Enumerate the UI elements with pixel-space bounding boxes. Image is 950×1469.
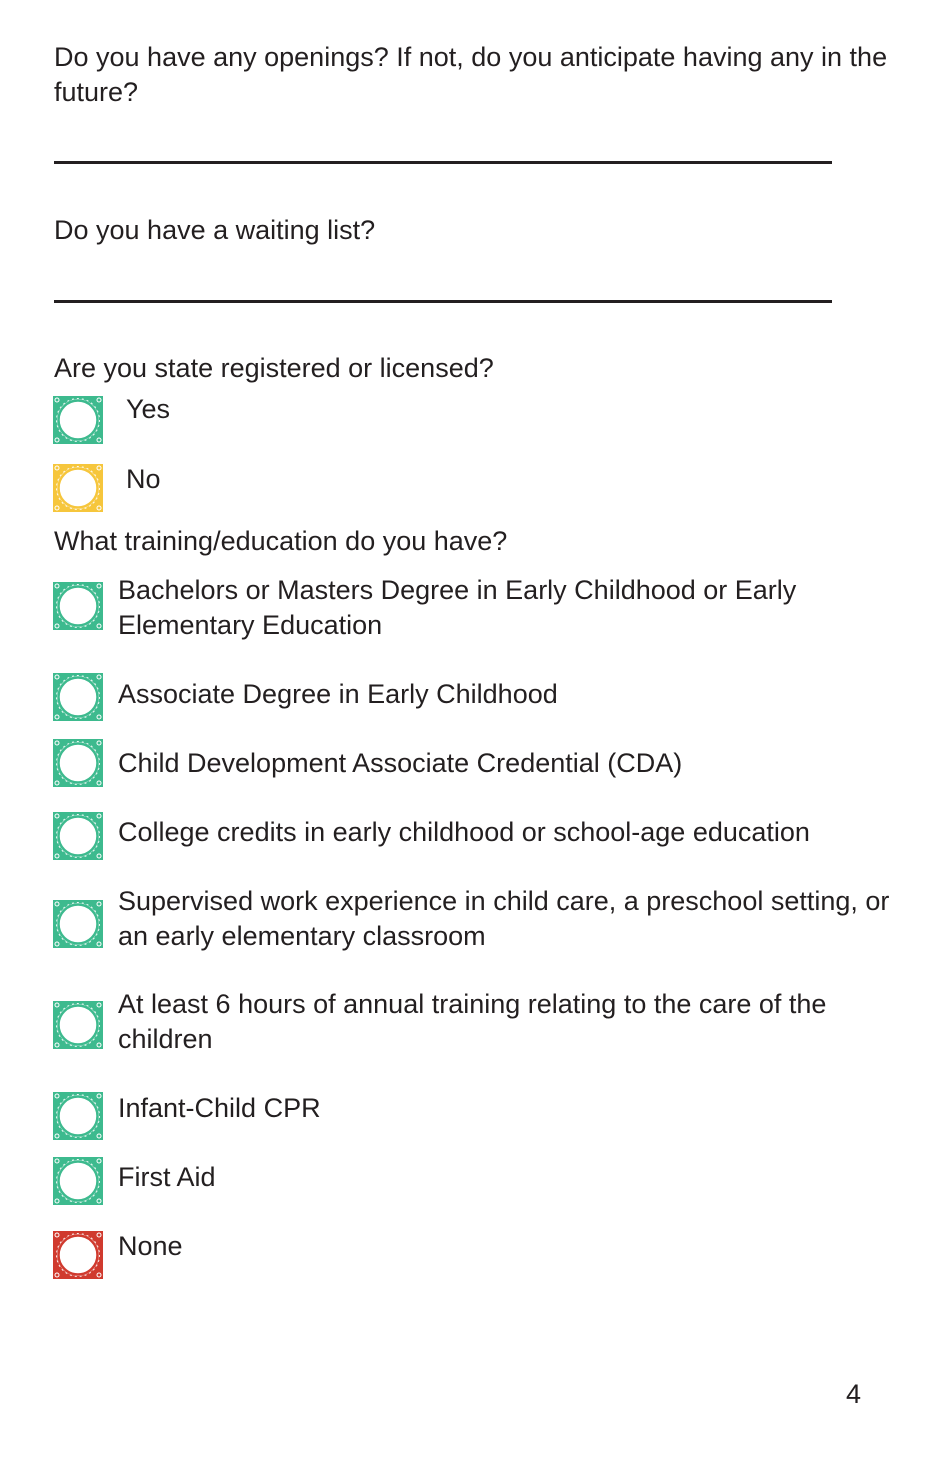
checkbox-circle-icon[interactable] <box>52 581 104 631</box>
option-label: No <box>126 464 161 494</box>
option-training-first-aid[interactable] <box>52 1156 912 1206</box>
option-registered-yes[interactable] <box>52 395 912 445</box>
option-training-work-experience[interactable] <box>52 884 912 954</box>
answer-line-waiting-list[interactable] <box>54 300 832 303</box>
option-label: College credits in early childhood or school-age education <box>118 817 810 847</box>
checkbox-circle-icon[interactable] <box>52 899 104 949</box>
option-training-none[interactable] <box>52 1230 912 1280</box>
option-training-annual-hours[interactable] <box>52 987 912 1057</box>
question-waiting-list: Do you have a waiting list? <box>54 215 376 245</box>
checkbox-circle-icon[interactable] <box>52 811 104 861</box>
option-label: Infant-Child CPR <box>118 1093 321 1123</box>
option-label: Child Development Associate Credential (CDA) <box>118 748 683 778</box>
checkbox-circle-icon[interactable] <box>52 672 104 722</box>
question-openings: Do you have any openings? If not, do you anticipate having any in the future? <box>54 42 888 107</box>
checkbox-circle-icon[interactable] <box>52 1230 104 1280</box>
checkbox-circle-icon[interactable] <box>52 1000 104 1050</box>
question-training: What training/education do you have? <box>54 526 508 556</box>
option-label: Yes <box>126 394 171 424</box>
option-label: Supervised work experience in child care, a preschool setting, or an early elementary classroom <box>118 886 890 951</box>
answer-line-openings[interactable] <box>54 161 832 164</box>
option-training-cpr[interactable] <box>52 1091 912 1141</box>
option-label: First Aid <box>118 1162 216 1192</box>
checkbox-circle-icon[interactable] <box>52 1156 104 1206</box>
option-training-cda[interactable] <box>52 738 912 788</box>
checkbox-circle-icon[interactable] <box>52 1091 104 1141</box>
question-state-registered: Are you state registered or licensed? <box>54 353 494 383</box>
option-label: Associate Degree in Early Childhood <box>118 679 558 709</box>
checkbox-circle-icon[interactable] <box>52 395 104 445</box>
page-number: 4 <box>846 1379 862 1409</box>
option-label: Bachelors or Masters Degree in Early Childhood or Early Elementary Education <box>118 575 797 640</box>
option-label: None <box>118 1231 183 1261</box>
option-training-associate[interactable] <box>52 672 912 722</box>
option-registered-no[interactable] <box>52 463 912 513</box>
option-label: At least 6 hours of annual training relating to the care of the children <box>118 989 827 1054</box>
checkbox-circle-icon[interactable] <box>52 738 104 788</box>
option-training-college-credits[interactable] <box>52 811 912 861</box>
checkbox-circle-icon[interactable] <box>52 463 104 513</box>
option-training-degree[interactable] <box>52 573 912 643</box>
